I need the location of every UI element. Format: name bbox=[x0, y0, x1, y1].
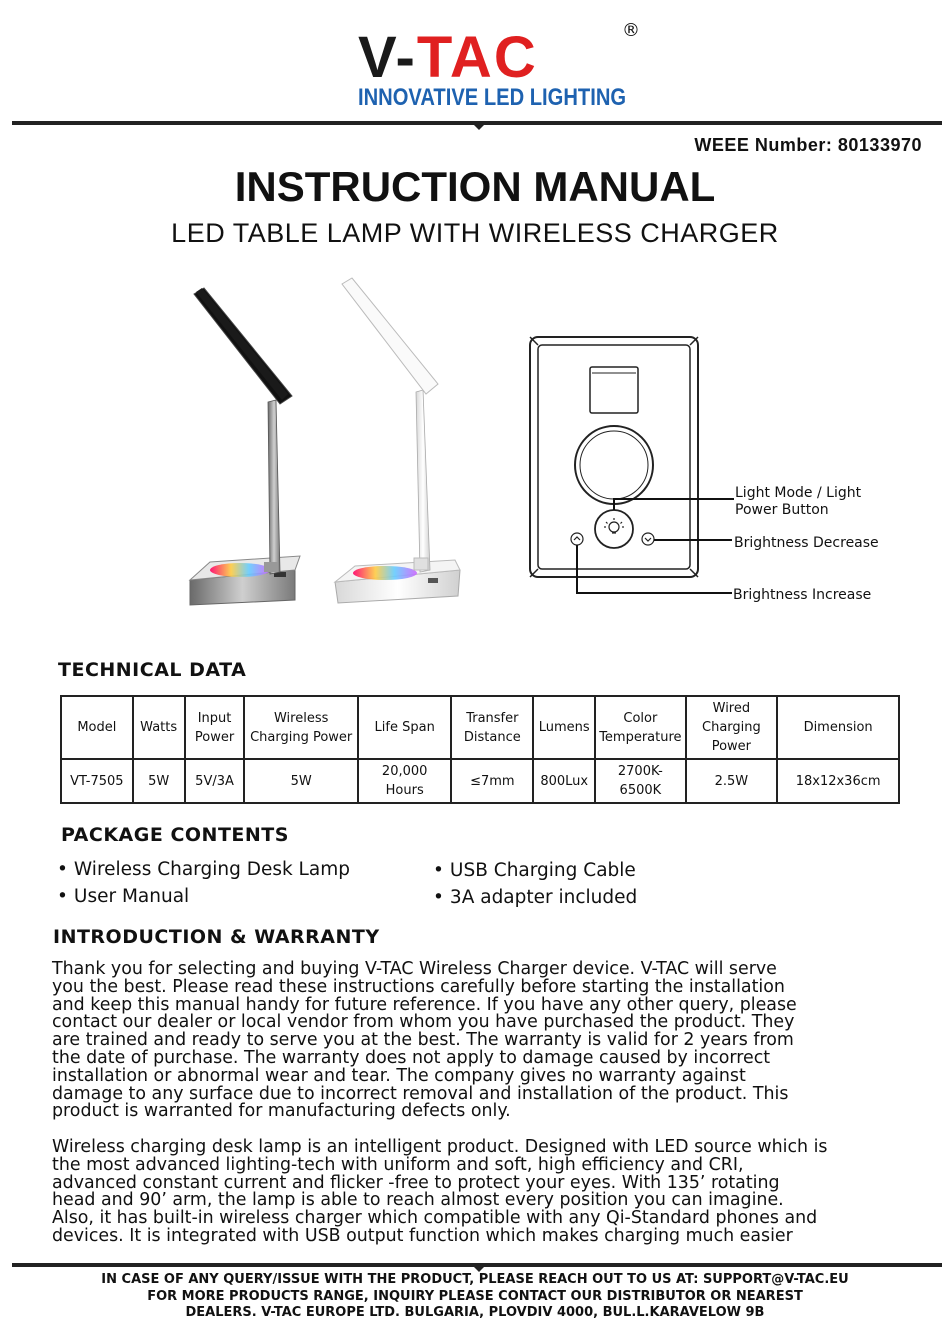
header-cell: Wired Charging Power bbox=[686, 696, 778, 759]
lamp-product-image bbox=[180, 270, 480, 620]
header-cell: Transfer Distance bbox=[451, 696, 533, 759]
silver-lamp bbox=[190, 288, 300, 605]
text-line: you the best. Please read these instructions carefully before starting the installation bbox=[52, 976, 785, 997]
technical-data-table bbox=[60, 695, 900, 804]
power-button-graphic bbox=[595, 510, 633, 548]
text-line: head and 90’ arm, the lamp is able to reach almost every position you can imagine. bbox=[52, 1190, 784, 1211]
value-cell: 2700K-6500K bbox=[595, 759, 685, 803]
footer-contact bbox=[0, 1272, 950, 1322]
brand-logo bbox=[330, 20, 660, 120]
value-cell: 20,000 Hours bbox=[358, 759, 452, 803]
text-line: contact our dealer or local vendor from whom you have purchased the product. They bbox=[52, 1012, 795, 1033]
label-brightness-increase: Brightness Increase bbox=[733, 587, 872, 603]
text-line: installation or abnormal wear and tear. The company gives no warranty against bbox=[52, 1065, 746, 1086]
table-header-row bbox=[61, 696, 899, 759]
header-cell: Watts bbox=[133, 696, 185, 759]
page-subtitle: LED TABLE LAMP WITH WIRELESS CHARGER bbox=[171, 218, 779, 248]
charging-pad-graphic bbox=[575, 426, 653, 504]
text-line: Also, it has built-in wireless charger which compatible with any Qi-Standard phones and bbox=[52, 1208, 818, 1229]
list-item: • Wireless Charging Desk Lamp bbox=[57, 856, 350, 883]
header-cell: Lumens bbox=[533, 696, 595, 759]
warranty-paragraph bbox=[52, 961, 912, 1121]
white-lamp bbox=[335, 278, 460, 603]
header-cell: Life Span bbox=[358, 696, 452, 759]
value-cell: 18x12x36cm bbox=[777, 759, 899, 803]
technical-data-heading: TECHNICAL DATA bbox=[58, 659, 247, 681]
header-cell: Wireless Charging Power bbox=[244, 696, 357, 759]
header-divider-notch bbox=[473, 124, 485, 130]
text-line: Wireless charging desk lamp is an intelligent product. Designed with LED source which is bbox=[52, 1137, 828, 1157]
package-list-left bbox=[57, 856, 350, 910]
brightness-decrease-graphic bbox=[642, 533, 654, 545]
text-line: product is warranted for manufacturing defects only. bbox=[52, 1101, 511, 1122]
list-item: • User Manual bbox=[57, 883, 350, 910]
brand-wordmark-accent: TAC bbox=[416, 25, 538, 90]
value-cell: VT-7505 bbox=[61, 759, 133, 803]
header-cell: Dimension bbox=[777, 696, 899, 759]
table-row bbox=[61, 759, 899, 803]
footer-line: DEALERS. V-TAC EUROPE LTD. BULGARIA, PLOVDIV 4000, BUL.L.KARAVELOW 9B bbox=[185, 1305, 765, 1320]
weee-number: WEEE Number: 80133970 bbox=[694, 135, 922, 155]
brightness-increase-graphic bbox=[571, 533, 583, 545]
text-line: advanced constant current and flicker -free to protect your eyes. With 135’ rotating bbox=[52, 1172, 780, 1193]
text-line: Thank you for selecting and buying V-TAC Wireless Charger device. V-TAC will serve bbox=[52, 959, 777, 979]
brand-tagline: INNOVATIVE LED LIGHTING bbox=[358, 84, 627, 111]
list-item: • USB Charging Cable bbox=[433, 857, 637, 884]
text-line: devices. It is integrated with USB output function which makes charging much easier bbox=[52, 1225, 793, 1246]
value-cell: 800Lux bbox=[533, 759, 595, 803]
list-item: • 3A adapter included bbox=[433, 884, 637, 911]
value-cell: ≤7mm bbox=[451, 759, 533, 803]
text-line: the date of purchase. The warranty does not apply to damage caused by incorrect bbox=[52, 1047, 771, 1068]
value-cell: 5W bbox=[133, 759, 185, 803]
text-line: damage to any surface due to incorrect removal and installation of the product. This bbox=[52, 1083, 789, 1104]
usb-port-graphic bbox=[590, 367, 638, 413]
text-line: and keep this manual handy for future reference. If you have any other query, please bbox=[52, 994, 797, 1015]
footer-line: IN CASE OF ANY QUERY/ISSUE WITH THE PRODUCT, PLEASE REACH OUT TO US AT: SUPPORT@V-TAC.EU bbox=[101, 1272, 849, 1287]
control-panel-diagram bbox=[520, 325, 920, 625]
brand-wordmark: V-TAC bbox=[358, 25, 538, 90]
registered-mark: ® bbox=[622, 20, 640, 41]
value-cell: 2.5W bbox=[686, 759, 778, 803]
text-line: the most advanced lighting-tech with uniform and soft, high efficiency and CRI, bbox=[52, 1154, 744, 1175]
header-cell: Input Power bbox=[185, 696, 245, 759]
value-cell: 5W bbox=[244, 759, 357, 803]
value-cell: 5V/3A bbox=[185, 759, 245, 803]
package-contents-heading: PACKAGE CONTENTS bbox=[61, 824, 289, 846]
label-light-mode-power-button: Light Mode / Light Power Button bbox=[735, 485, 862, 518]
page-title: INSTRUCTION MANUAL bbox=[234, 163, 716, 210]
text-line: are trained and ready to serve you at the best. The warranty is valid for 2 years from bbox=[52, 1030, 794, 1051]
product-description-paragraph bbox=[52, 1139, 912, 1246]
introduction-warranty-heading: INTRODUCTION & WARRANTY bbox=[53, 926, 380, 948]
label-brightness-decrease: Brightness Decrease bbox=[734, 535, 879, 551]
header-cell: Color Temperature bbox=[595, 696, 685, 759]
footer-line: FOR MORE PRODUCTS RANGE, INQUIRY PLEASE CONTACT OUR DISTRIBUTOR OR NEAREST bbox=[147, 1288, 803, 1304]
header-cell: Model bbox=[61, 696, 133, 759]
package-list-right bbox=[433, 857, 637, 911]
